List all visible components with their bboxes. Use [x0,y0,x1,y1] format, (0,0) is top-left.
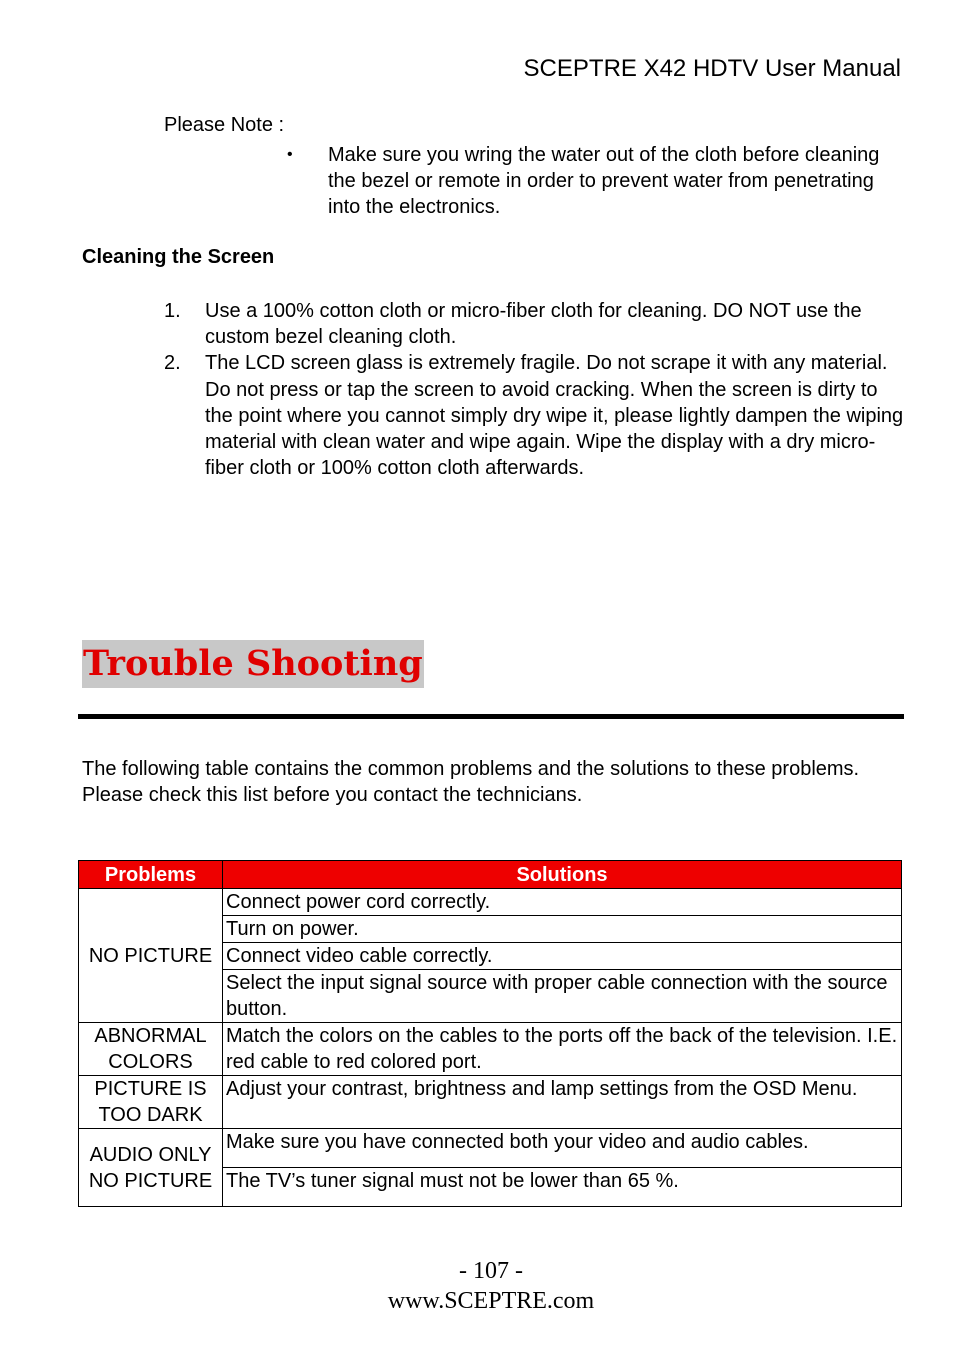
table-row [79,1023,902,1076]
solution-cell: Connect video cable correctly. [223,943,902,970]
header-problems: Problems [79,861,223,889]
troubleshooting-table [78,860,902,1207]
step-number: 1. [164,300,181,322]
note-bullet [287,142,887,220]
footer-url: www.SCEPTRE.com [387,1288,595,1314]
bullet-icon: • [287,146,293,163]
table-row [79,1129,902,1168]
solution-cell: Adjust your contrast, brightness and lamp settings from the OSD Menu. [223,1076,902,1129]
table-row [79,1076,902,1129]
header-solutions: Solutions [223,861,902,889]
step-text: Use a 100% cotton cloth or micro-fiber cloth for cleaning. DO NOT use the custom bezel cleaning cloth. [205,300,862,349]
solution-cell: Match the colors on the cables to the ports off the back of the television. I.E. red cable to red colored port. [223,1023,902,1076]
problem-cell: NO PICTURE [79,889,223,1023]
note-bullet-text: Make sure you wring the water out of the cloth before cleaning the bezel or remote in order to prevent water from penetrating into the electronics. [328,144,880,218]
solution-cell: Connect power cord correctly. [223,889,902,916]
table-row [79,889,902,916]
solution-cell: Turn on power. [223,916,902,943]
page-number: - 107 - [459,1258,523,1284]
note-label: Please Note : [164,114,285,136]
problem-cell: PICTURE IS TOO DARK [79,1076,223,1129]
solution-cell: The TV’s tuner signal must not be lower than 65 %. [223,1168,902,1207]
section-heading-cleaning: Cleaning the Screen [82,246,275,268]
intro-paragraph: The following table contains the common problems and the solutions to these problems. Please check this list before you contact the technicians. [82,758,860,806]
solution-cell: Make sure you have connected both your video and audio cables. [223,1129,902,1168]
cleaning-step [164,350,904,481]
problem-cell: ABNORMAL COLORS [79,1023,223,1076]
solution-cell: Select the input signal source with proper cable connection with the source button. [223,970,902,1023]
table-header-row [79,861,902,889]
title-divider [78,714,904,719]
page-title: Trouble Shooting [82,640,424,688]
cleaning-step [164,298,904,350]
running-header: SCEPTRE X42 HDTV User Manual [523,55,901,82]
cleaning-steps [164,298,904,481]
step-number: 2. [164,352,181,375]
problem-cell: AUDIO ONLY NO PICTURE [79,1129,223,1207]
step-text: The LCD screen glass is extremely fragile. Do not scrape it with any material. Do not press or tap the screen to avoid cracking. When the screen is dirty to the point where you cannot simply dry wipe it, please lightly dampen the wiping material with clean water and wipe again. Wipe the display with a dry micro-fiber cloth or 100% cotton cloth afterwards. [205,352,904,480]
